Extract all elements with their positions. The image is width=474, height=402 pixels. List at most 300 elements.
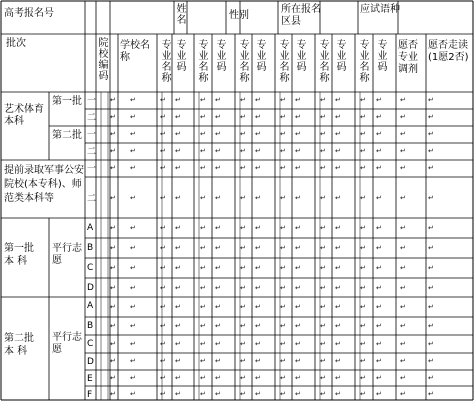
paragraph-mark: ↵ [320,374,326,382]
paragraph-mark: ↵ [215,147,221,155]
paragraph-mark: ↵ [110,264,116,272]
paragraph-mark: ↵ [295,130,301,138]
paragraph-mark: ↵ [110,357,116,365]
paragraph-mark: ↵ [280,164,286,172]
paragraph-mark: ↵ [428,113,434,121]
paragraph-mark: ↵ [376,113,382,121]
paragraph-mark: ↵ [160,374,166,382]
paragraph-mark: ↵ [320,96,326,104]
paragraph-mark: ↵ [400,264,406,272]
paragraph-mark: ↵ [280,322,286,330]
paragraph-mark: ↵ [240,390,246,398]
paragraph-mark: ↵ [130,357,136,365]
major-name-header: 专业名称 [161,40,172,84]
paragraph-mark: ↵ [175,96,181,104]
paragraph-mark: ↵ [335,147,341,155]
paragraph-mark: ↵ [240,164,246,172]
paragraph-mark: ↵ [215,96,221,104]
paragraph-mark: ↵ [280,224,286,232]
paragraph-mark: ↵ [175,224,181,232]
paragraph-mark: ↵ [400,390,406,398]
paragraph-mark: ↵ [428,96,434,104]
paragraph-mark: ↵ [160,96,166,104]
paragraph-mark: ↵ [376,130,382,138]
major-code-header: 专业码 [176,40,187,73]
paragraph-mark: ↵ [130,130,136,138]
row-index-letter: D [87,357,94,367]
paragraph-mark: ↵ [175,322,181,330]
paragraph-mark: ↵ [110,130,116,138]
paragraph-mark: ↵ [240,357,246,365]
paragraph-mark: ↵ [428,340,434,348]
paragraph-mark: ↵ [295,147,301,155]
paragraph-mark: ↵ [215,244,221,252]
paragraph-mark: ↵ [200,194,206,202]
paragraph-mark: ↵ [110,224,116,232]
paragraph-mark: ↵ [335,96,341,104]
paragraph-mark: ↵ [376,164,382,172]
paragraph-mark: ↵ [335,244,341,252]
paragraph-mark: ↵ [175,340,181,348]
paragraph-mark: ↵ [280,130,286,138]
paragraph-mark: ↵ [295,113,301,121]
row-index-two: 二 [87,194,97,204]
paragraph-mark: ↵ [160,264,166,272]
paragraph-mark: ↵ [400,147,406,155]
paragraph-mark: ↵ [295,340,301,348]
paragraph-mark: ↵ [400,130,406,138]
paragraph-mark: ↵ [255,113,261,121]
paragraph-mark: ↵ [360,322,366,330]
major-name-header: 专业名称 [279,40,290,84]
paragraph-mark: ↵ [335,130,341,138]
paragraph-mark: ↵ [400,374,406,382]
paragraph-mark: ↵ [400,340,406,348]
paragraph-mark: ↵ [160,303,166,311]
row-index-letter: F [87,390,93,400]
paragraph-mark: ↵ [335,164,341,172]
paragraph-mark: ↵ [110,244,116,252]
row-index-letter: C [87,339,94,349]
paragraph-mark: ↵ [376,374,382,382]
paragraph-mark: ↵ [160,194,166,202]
paragraph-mark: ↵ [280,357,286,365]
paragraph-mark: ↵ [376,147,382,155]
paragraph-mark: ↵ [160,113,166,121]
paragraph-mark: ↵ [240,194,246,202]
major-name-header: 专业名称 [198,40,209,84]
paragraph-mark: ↵ [200,374,206,382]
paragraph-mark: ↵ [428,374,434,382]
paragraph-mark: ↵ [428,130,434,138]
paragraph-mark: ↵ [335,113,341,121]
paragraph-mark: ↵ [295,322,301,330]
paragraph-mark: ↵ [110,284,116,292]
paragraph-mark: ↵ [240,113,246,121]
paragraph-mark: ↵ [215,264,221,272]
paragraph-mark: ↵ [376,357,382,365]
paragraph-mark: ↵ [215,194,221,202]
paragraph-mark: ↵ [130,194,136,202]
paragraph-mark: ↵ [400,303,406,311]
paragraph-mark: ↵ [200,164,206,172]
paragraph-mark: ↵ [215,390,221,398]
paragraph-mark: ↵ [215,357,221,365]
paragraph-mark: ↵ [320,322,326,330]
row-index-letter: D [87,283,94,293]
language-label: 应试语种 [360,4,400,15]
paragraph-mark: ↵ [200,224,206,232]
paragraph-mark: ↵ [360,340,366,348]
paragraph-mark: ↵ [280,340,286,348]
paragraph-mark: ↵ [255,322,261,330]
major-name-header: 专业名称 [319,40,330,84]
paragraph-mark: ↵ [240,303,246,311]
paragraph-mark: ↵ [295,244,301,252]
paragraph-mark: ↵ [428,244,434,252]
paragraph-mark: ↵ [400,224,406,232]
second-batch-parallel-label: 平行志愿 [52,332,82,355]
paragraph-mark: ↵ [428,322,434,330]
row-index-letter: A [87,301,94,311]
major-name-header: 专业名称 [359,40,370,84]
paragraph-mark: ↵ [215,340,221,348]
paragraph-mark: ↵ [110,374,116,382]
paragraph-mark: ↵ [428,303,434,311]
paragraph-mark: ↵ [295,374,301,382]
paragraph-mark: ↵ [255,340,261,348]
paragraph-mark: ↵ [376,264,382,272]
paragraph-mark: ↵ [130,147,136,155]
paragraph-mark: ↵ [255,303,261,311]
paragraph-mark: ↵ [255,164,261,172]
paragraph-mark: ↵ [335,374,341,382]
paragraph-mark: ↵ [255,224,261,232]
paragraph-mark: ↵ [428,164,434,172]
paragraph-mark: ↵ [240,147,246,155]
paragraph-mark: ↵ [200,96,206,104]
paragraph-mark: ↵ [280,96,286,104]
row-index-letter: E [87,374,93,384]
paragraph-mark: ↵ [320,130,326,138]
paragraph-mark: ↵ [400,96,406,104]
paragraph-mark: ↵ [360,96,366,104]
paragraph-mark: ↵ [130,224,136,232]
paragraph-mark: ↵ [200,303,206,311]
paragraph-mark: ↵ [376,224,382,232]
paragraph-mark: ↵ [110,164,116,172]
paragraph-mark: ↵ [400,357,406,365]
art-batch-one-label: 第一批 [52,96,82,107]
paragraph-mark: ↵ [335,284,341,292]
paragraph-mark: ↵ [215,224,221,232]
paragraph-mark: ↵ [130,113,136,121]
row-index-letter: B [87,243,94,253]
school-code-header: 院校编码 [98,38,109,82]
row-index-one: 一 [87,96,97,106]
paragraph-mark: ↵ [130,322,136,330]
district-label: 所在报名区县 [281,4,321,27]
paragraph-mark: ↵ [320,224,326,232]
paragraph-mark: ↵ [255,96,261,104]
paragraph-mark: ↵ [360,244,366,252]
paragraph-mark: ↵ [360,303,366,311]
paragraph-mark: ↵ [376,390,382,398]
paragraph-mark: ↵ [295,390,301,398]
paragraph-mark: ↵ [428,147,434,155]
paragraph-mark: ↵ [400,322,406,330]
paragraph-mark: ↵ [335,224,341,232]
paragraph-mark: ↵ [255,284,261,292]
paragraph-mark: ↵ [160,147,166,155]
paragraph-mark: ↵ [320,147,326,155]
paragraph-mark: ↵ [360,374,366,382]
paragraph-mark: ↵ [200,113,206,121]
paragraph-mark: ↵ [110,322,116,330]
paragraph-mark: ↵ [200,147,206,155]
major-name-header: 专业名称 [239,40,250,84]
row-index-letter: B [87,321,94,331]
paragraph-mark: ↵ [320,164,326,172]
paragraph-mark: ↵ [400,244,406,252]
paragraph-mark: ↵ [320,113,326,121]
paragraph-mark: ↵ [215,303,221,311]
paragraph-mark: ↵ [200,264,206,272]
paragraph-mark: ↵ [240,96,246,104]
paragraph-mark: ↵ [175,194,181,202]
paragraph-mark: ↵ [160,357,166,365]
paragraph-mark: ↵ [428,357,434,365]
paragraph-mark: ↵ [130,284,136,292]
paragraph-mark: ↵ [215,113,221,121]
paragraph-mark: ↵ [428,390,434,398]
exam-number-label: 高考报名号 [4,8,54,19]
paragraph-mark: ↵ [175,264,181,272]
paragraph-mark: ↵ [240,340,246,348]
paragraph-mark: ↵ [255,374,261,382]
paragraph-mark: ↵ [376,244,382,252]
paragraph-mark: ↵ [335,264,341,272]
paragraph-mark: ↵ [215,374,221,382]
paragraph-mark: ↵ [376,96,382,104]
paragraph-mark: ↵ [240,264,246,272]
row-index-two: 二 [87,113,97,123]
paragraph-mark: ↵ [240,374,246,382]
paragraph-mark: ↵ [360,130,366,138]
paragraph-mark: ↵ [320,284,326,292]
paragraph-mark: ↵ [240,224,246,232]
paragraph-mark: ↵ [376,322,382,330]
paragraph-mark: ↵ [320,340,326,348]
paragraph-mark: ↵ [130,244,136,252]
row-index-two: 二 [87,147,97,157]
paragraph-mark: ↵ [130,340,136,348]
paragraph-mark: ↵ [376,340,382,348]
paragraph-mark: ↵ [255,244,261,252]
paragraph-mark: ↵ [255,390,261,398]
go-option-header: 愿否走读(1愿2否) [428,40,469,63]
paragraph-mark: ↵ [320,303,326,311]
paragraph-mark: ↵ [240,130,246,138]
paragraph-mark: ↵ [215,322,221,330]
paragraph-mark: ↵ [295,264,301,272]
paragraph-mark: ↵ [360,147,366,155]
paragraph-mark: ↵ [110,303,116,311]
paragraph-mark: ↵ [175,147,181,155]
paragraph-mark: ↵ [295,224,301,232]
paragraph-mark: ↵ [320,357,326,365]
paragraph-mark: ↵ [130,96,136,104]
paragraph-mark: ↵ [175,244,181,252]
paragraph-mark: ↵ [255,130,261,138]
paragraph-mark: ↵ [360,164,366,172]
major-code-header: 专业码 [296,40,307,73]
major-code-header: 专业码 [256,40,267,73]
paragraph-mark: ↵ [400,113,406,121]
advance-section-label: 提前录取军事公安院校(本专科)、师范类本科等 [4,165,84,204]
paragraph-mark: ↵ [360,224,366,232]
paragraph-mark: ↵ [175,374,181,382]
paragraph-mark: ↵ [175,113,181,121]
paragraph-mark: ↵ [295,164,301,172]
paragraph-mark: ↵ [215,284,221,292]
paragraph-mark: ↵ [110,340,116,348]
paragraph-mark: ↵ [175,164,181,172]
paragraph-mark: ↵ [215,164,221,172]
paragraph-mark: ↵ [160,340,166,348]
paragraph-mark: ↵ [360,264,366,272]
paragraph-mark: ↵ [428,264,434,272]
paragraph-mark: ↵ [400,284,406,292]
batch-column-header: 批次 [6,38,26,49]
paragraph-mark: ↵ [280,284,286,292]
paragraph-mark: ↵ [400,164,406,172]
name-label: 姓名 [176,4,187,26]
paragraph-mark: ↵ [295,194,301,202]
paragraph-mark: ↵ [200,357,206,365]
paragraph-mark: ↵ [280,244,286,252]
paragraph-mark: ↵ [335,322,341,330]
paragraph-mark: ↵ [175,390,181,398]
paragraph-mark: ↵ [335,303,341,311]
paragraph-mark: ↵ [255,264,261,272]
paragraph-mark: ↵ [428,194,434,202]
second-batch-section-label: 第二批 本 科 [4,333,34,357]
paragraph-mark: ↵ [280,374,286,382]
paragraph-mark: ↵ [320,390,326,398]
paragraph-mark: ↵ [200,322,206,330]
paragraph-mark: ↵ [240,244,246,252]
first-batch-section-label: 第一批 本 科 [4,243,34,267]
row-index-one: 一 [87,130,97,140]
paragraph-mark: ↵ [335,194,341,202]
paragraph-mark: ↵ [240,322,246,330]
row-index-one: 一 [87,164,97,174]
paragraph-mark: ↵ [200,244,206,252]
paragraph-mark: ↵ [400,194,406,202]
paragraph-mark: ↵ [130,164,136,172]
paragraph-mark: ↵ [280,147,286,155]
paragraph-mark: ↵ [295,357,301,365]
paragraph-mark: ↵ [175,303,181,311]
paragraph-mark: ↵ [160,322,166,330]
paragraph-mark: ↵ [240,284,246,292]
paragraph-mark: ↵ [280,264,286,272]
paragraph-mark: ↵ [130,374,136,382]
paragraph-mark: ↵ [200,130,206,138]
paragraph-mark: ↵ [110,113,116,121]
paragraph-mark: ↵ [335,357,341,365]
paragraph-mark: ↵ [130,264,136,272]
art-batch-two-label: 第二批 [52,130,82,141]
paragraph-mark: ↵ [160,284,166,292]
paragraph-mark: ↵ [200,390,206,398]
paragraph-mark: ↵ [376,284,382,292]
paragraph-mark: ↵ [295,303,301,311]
paragraph-mark: ↵ [175,357,181,365]
major-code-header: 专业码 [377,40,388,73]
row-index-letter: C [87,263,94,273]
paragraph-mark: ↵ [110,147,116,155]
paragraph-mark: ↵ [110,96,116,104]
paragraph-mark: ↵ [335,340,341,348]
paragraph-mark: ↵ [280,194,286,202]
paragraph-mark: ↵ [295,284,301,292]
paragraph-mark: ↵ [360,357,366,365]
paragraph-mark: ↵ [130,390,136,398]
paragraph-mark: ↵ [360,113,366,121]
paragraph-mark: ↵ [160,224,166,232]
paragraph-mark: ↵ [255,194,261,202]
paragraph-mark: ↵ [280,113,286,121]
paragraph-mark: ↵ [160,390,166,398]
paragraph-mark: ↵ [360,194,366,202]
paragraph-mark: ↵ [255,147,261,155]
paragraph-mark: ↵ [215,130,221,138]
major-code-header: 专业码 [216,40,227,73]
major-code-header: 专业码 [336,40,347,73]
school-name-header: 学校名称 [120,40,150,63]
paragraph-mark: ↵ [360,284,366,292]
art-section-label: 艺术体育本科 [4,104,44,127]
paragraph-mark: ↵ [160,130,166,138]
paragraph-mark: ↵ [200,340,206,348]
paragraph-mark: ↵ [280,390,286,398]
paragraph-mark: ↵ [130,303,136,311]
paragraph-mark: ↵ [175,284,181,292]
gender-label: 性别 [229,10,249,21]
paragraph-mark: ↵ [320,244,326,252]
paragraph-mark: ↵ [110,194,116,202]
paragraph-mark: ↵ [428,224,434,232]
paragraph-mark: ↵ [360,390,366,398]
paragraph-mark: ↵ [428,284,434,292]
paragraph-mark: ↵ [335,390,341,398]
paragraph-mark: ↵ [160,244,166,252]
paragraph-mark: ↵ [376,194,382,202]
paragraph-mark: ↵ [320,264,326,272]
adjust-header: 愿否专业调剂 [398,40,418,75]
paragraph-mark: ↵ [175,130,181,138]
first-batch-parallel-label: 平行志愿 [52,243,82,266]
paragraph-mark: ↵ [255,357,261,365]
paragraph-mark: ↵ [376,303,382,311]
paragraph-mark: ↵ [295,96,301,104]
row-index-letter: A [87,223,94,233]
paragraph-mark: ↵ [280,303,286,311]
paragraph-mark: ↵ [200,284,206,292]
paragraph-mark: ↵ [320,194,326,202]
